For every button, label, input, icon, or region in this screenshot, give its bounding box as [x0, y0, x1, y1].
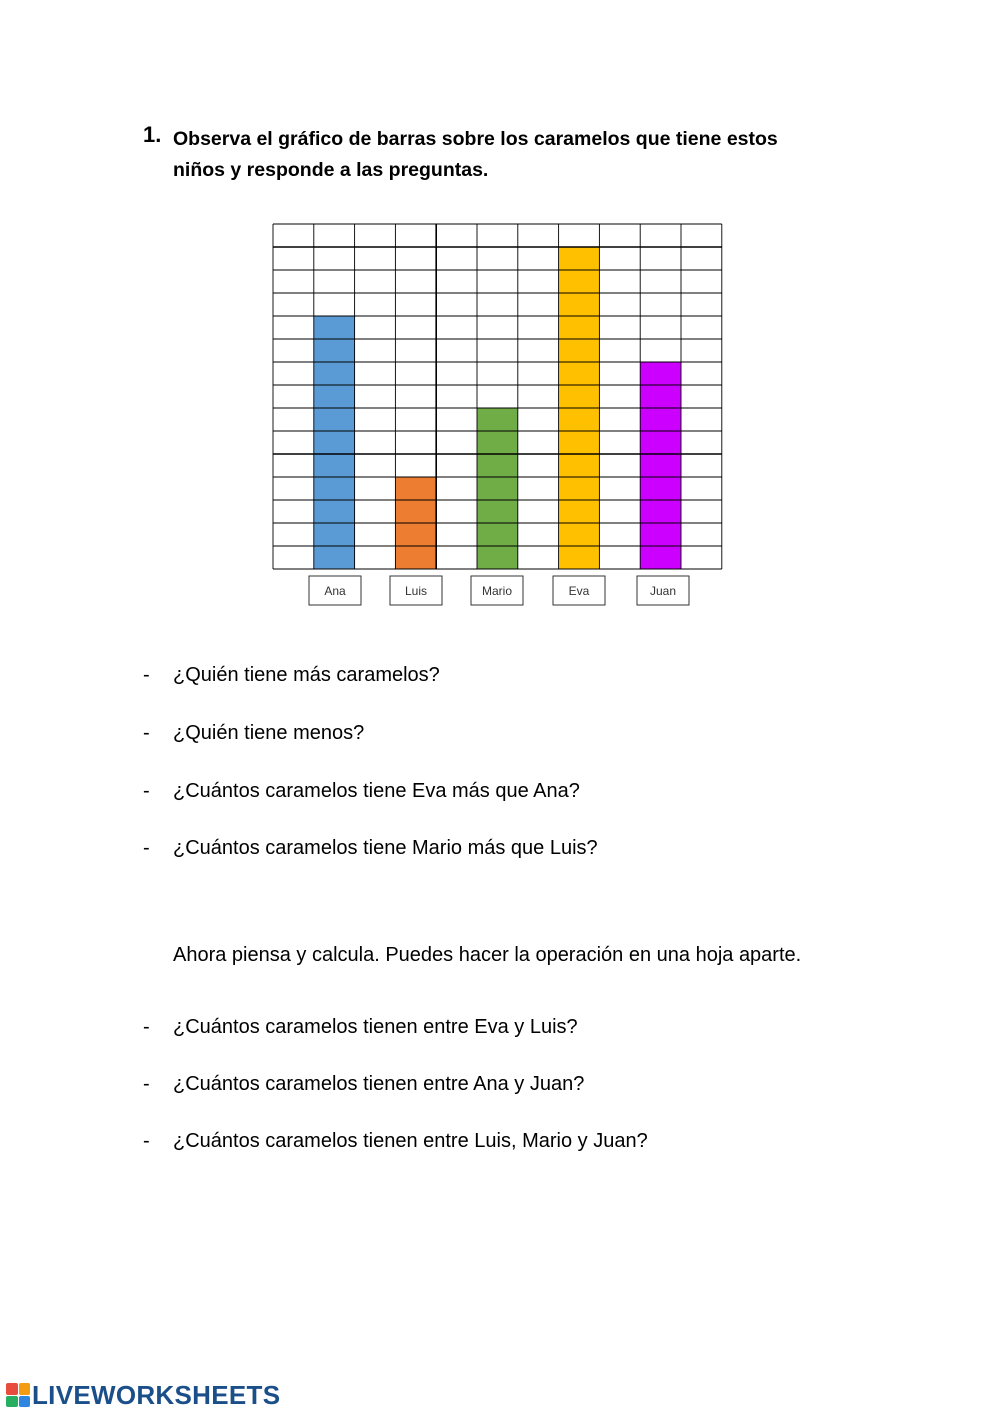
logo-block	[19, 1396, 31, 1408]
bar-ana	[314, 316, 355, 569]
liveworksheets-logo[interactable]	[6, 1381, 280, 1409]
question-bullet: -	[143, 722, 150, 744]
bar-mario	[477, 408, 518, 569]
question-bullet: -	[143, 1130, 150, 1152]
bar-juan	[640, 362, 681, 569]
instruction-line-1: Observa el gráfico de barras sobre los caramelos que tiene estos	[173, 128, 778, 150]
question-text: ¿Cuántos caramelos tienen entre Ana y Juan?	[173, 1073, 585, 1095]
question-text: ¿Quién tiene más caramelos?	[173, 664, 440, 686]
question-text: ¿Cuántos caramelos tienen entre Luis, Mario y Juan?	[173, 1130, 648, 1152]
logo-blocks-icon	[6, 1383, 30, 1407]
question-bullet: -	[143, 664, 150, 686]
question-text: ¿Cuántos caramelos tiene Eva más que Ana?	[173, 780, 580, 802]
logo-block	[19, 1383, 31, 1395]
question-text: ¿Quién tiene menos?	[173, 722, 365, 744]
tick-label-mario: Mario	[481, 584, 513, 598]
logo-block	[6, 1383, 18, 1395]
tick-label-ana: Ana	[324, 584, 346, 598]
instruction-note: Ahora piensa y calcula. Puedes hacer la operación en una hoja aparte.	[173, 944, 802, 966]
question-bullet: -	[143, 1016, 150, 1038]
question-bullet: -	[143, 780, 150, 802]
question-bullet: -	[143, 837, 150, 859]
brand-name: LIVEWORKSHEETS	[32, 1379, 281, 1410]
question-text: ¿Cuántos caramelos tiene Mario más que Luis?	[173, 837, 598, 859]
tick-label-juan: Juan	[649, 584, 677, 598]
question-bullet: -	[143, 1073, 150, 1095]
logo-block	[6, 1396, 18, 1408]
tick-label-luis: Luis	[404, 584, 428, 598]
question-text: ¿Cuántos caramelos tienen entre Eva y Luis?	[173, 1016, 578, 1038]
tick-label-eva: Eva	[568, 584, 590, 598]
exercise-number: 1.	[143, 122, 162, 147]
instruction-line-2: niños y responde a las preguntas.	[173, 159, 489, 181]
candy-bar-chart	[0, 0, 1000, 640]
